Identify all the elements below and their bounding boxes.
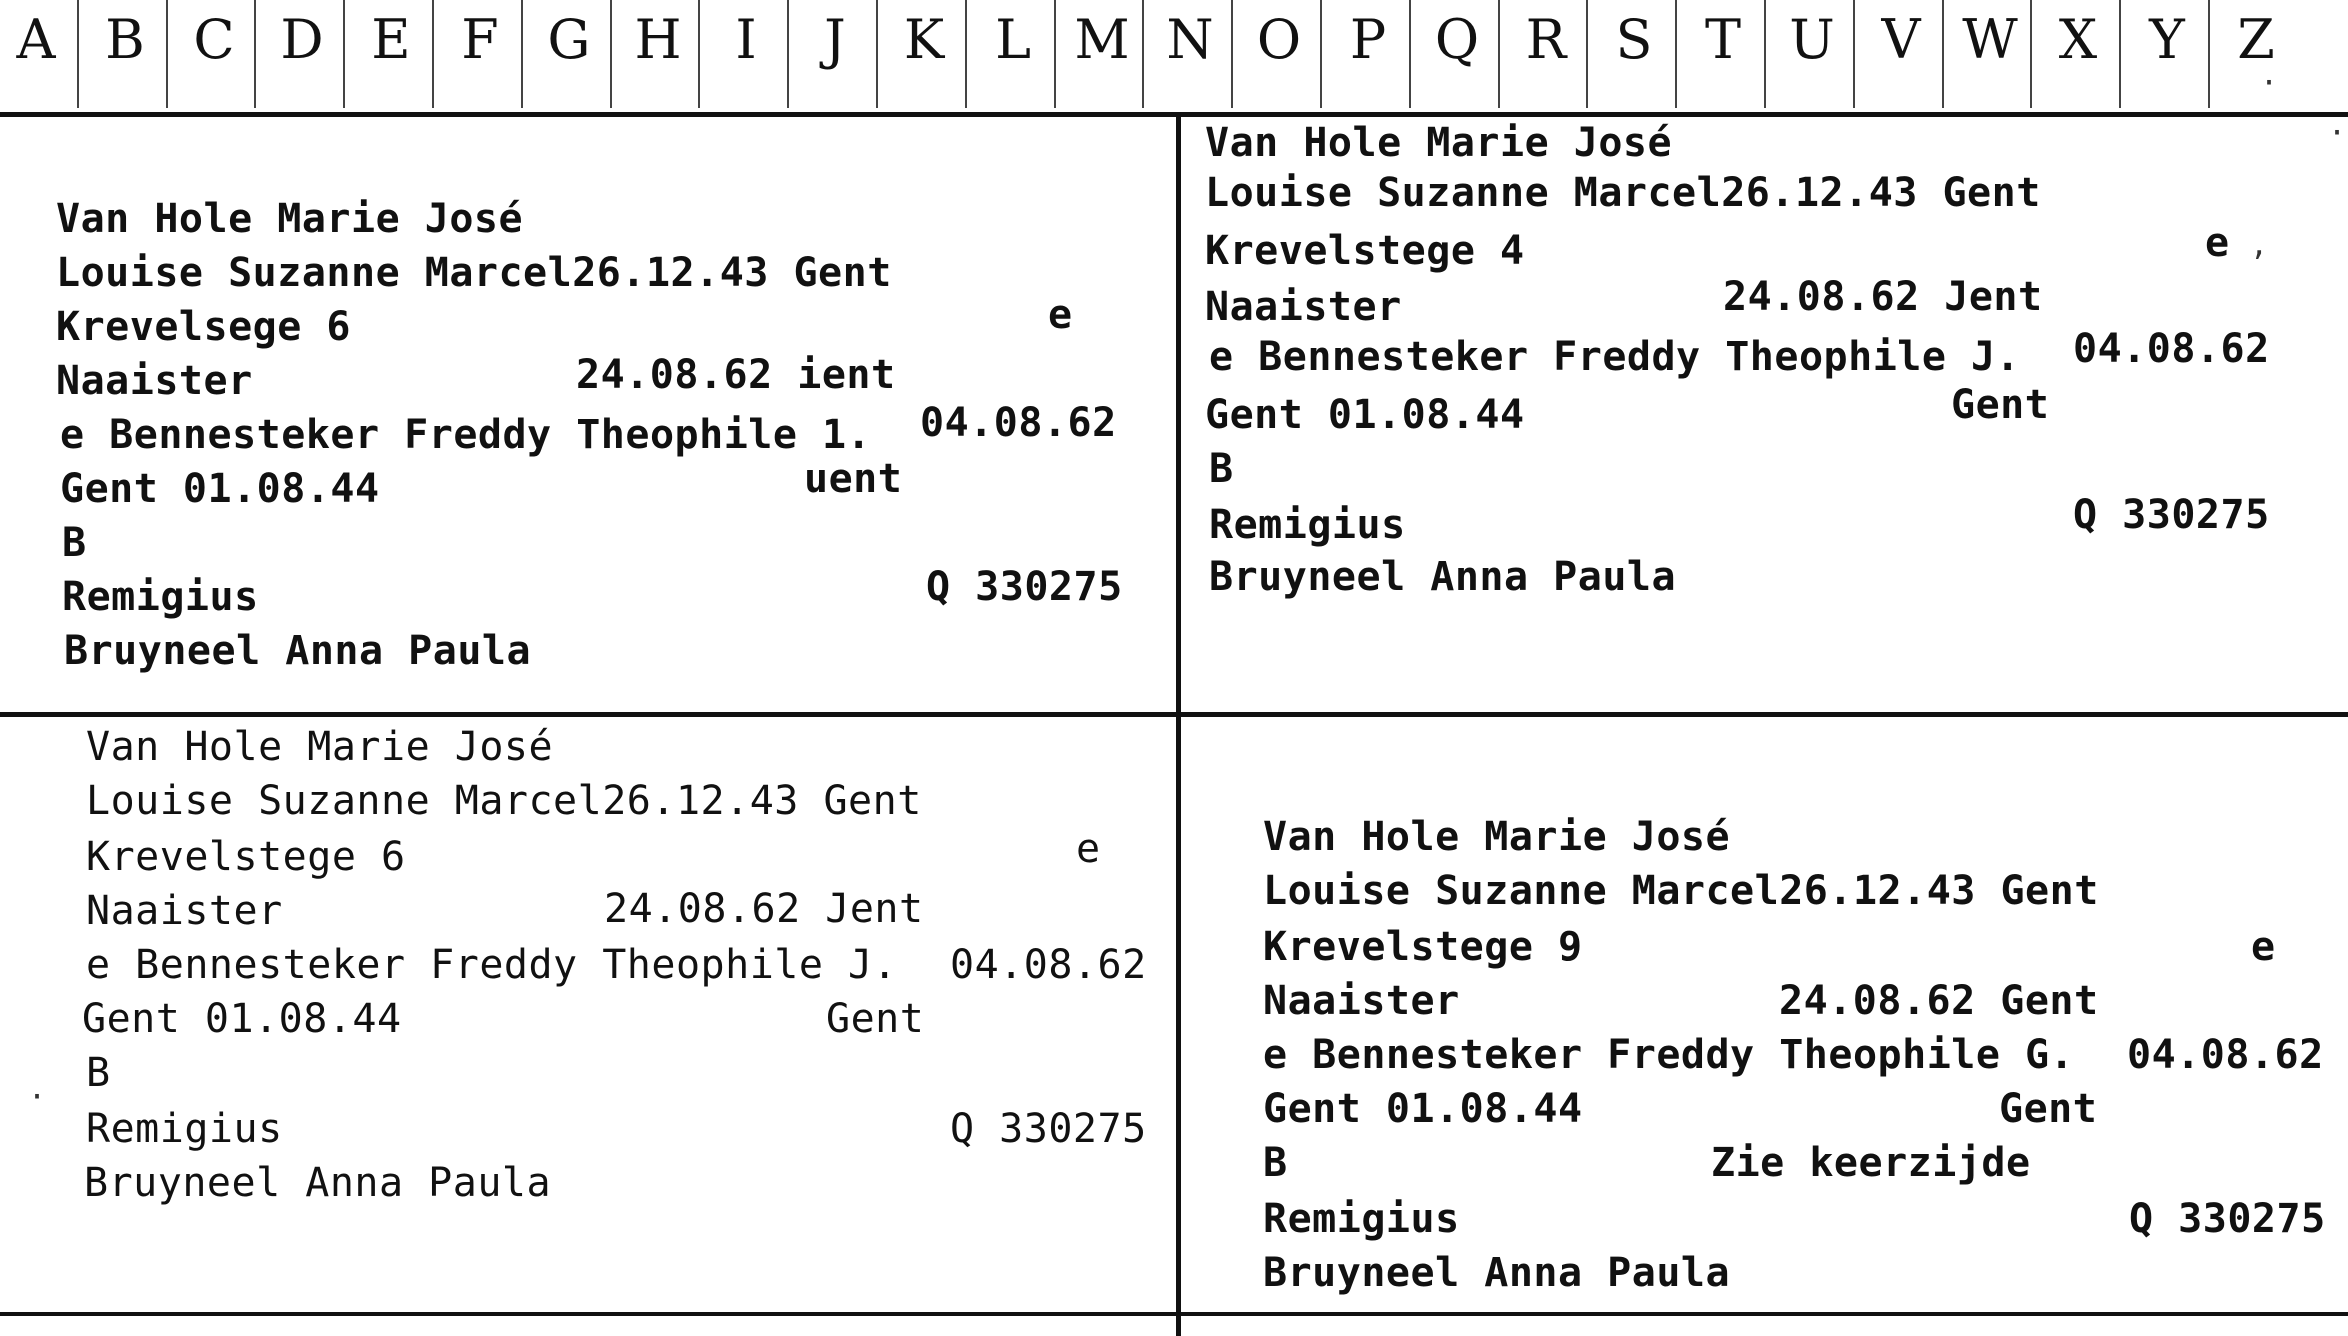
card-mother: Bruyneel Anna Paula (84, 1160, 552, 1206)
card-spouse-date: 04.08.62 (2127, 1032, 2324, 1078)
alphabet-letter-q: Q (1434, 8, 1480, 71)
alphabet-divider (343, 0, 345, 108)
alphabet-divider (2030, 0, 2032, 108)
card-birth-place: Gent (1999, 1086, 2098, 1132)
alphabet-index-row (0, 0, 2348, 110)
alphabet-divider (965, 0, 967, 108)
scan-speck: · (2328, 116, 2347, 151)
card-address: Krevelsege 6 (56, 304, 351, 350)
card-profession: Naaister (1205, 284, 1402, 330)
card-mother: Bruyneel Anna Paula (1263, 1250, 1731, 1296)
card-birth: Gent 01.08.44 (82, 996, 402, 1042)
record-card-4 (1181, 717, 2348, 1312)
alphabet-letter-j: J (824, 8, 846, 71)
alphabet-letter-t: T (1704, 8, 1742, 71)
alphabet-letter-h: H (634, 8, 682, 71)
alphabet-divider (1586, 0, 1588, 108)
alphabet-divider (432, 0, 434, 108)
card-birth-place: uent (804, 456, 903, 502)
alphabet-letter-l: L (995, 8, 1031, 71)
alphabet-letter-w: W (1962, 8, 2018, 71)
alphabet-divider (698, 0, 700, 108)
card-spouse-date: 04.08.62 (950, 942, 1147, 988)
scan-speck: · (2260, 66, 2279, 101)
card-mother: Bruyneel Anna Paula (1209, 554, 1677, 600)
alphabet-letter-m: M (1074, 8, 1130, 71)
alphabet-letter-u: U (1789, 8, 1835, 71)
alphabet-divider (1853, 0, 1855, 108)
card-birth-place: Gent (826, 996, 925, 1042)
alphabet-letter-o: O (1256, 8, 1302, 71)
alphabet-letter-e: E (371, 8, 411, 71)
card-given-names: Louise Suzanne Marcel26.12.43 Gent (1263, 868, 2099, 914)
card-ref-number: Q 330275 (950, 1106, 1147, 1152)
card-profession: Naaister (1263, 978, 1460, 1024)
alphabet-divider (521, 0, 523, 108)
alphabet-divider (1764, 0, 1766, 108)
card-given-names: Louise Suzanne Marcel26.12.43 Gent (56, 250, 892, 296)
card-birth: Gent 01.08.44 (60, 466, 380, 512)
card-mark: e (1076, 826, 1101, 872)
card-date-place: 24.08.62 Jent (1723, 274, 2043, 320)
card-address: Krevelstege 6 (86, 834, 406, 880)
card-mark: e (1048, 292, 1073, 338)
card-address: Krevelstege 4 (1205, 228, 1525, 274)
card-name: Van Hole Marie José (1205, 120, 1673, 166)
alphabet-letter-d: D (280, 8, 324, 71)
card-given-names: Louise Suzanne Marcel26.12.43 Gent (86, 778, 922, 824)
card-birth: Gent 01.08.44 (1205, 392, 1525, 438)
card-b-mark: B (1209, 446, 1234, 492)
record-card-1 (0, 117, 1176, 712)
scan-speck: , (2250, 228, 2269, 263)
card-name: Van Hole Marie José (1263, 814, 1731, 860)
card-mark: e (2205, 220, 2230, 266)
card-date-place: 24.08.62 Gent (1779, 978, 2099, 1024)
alphabet-letter-z: Z (2237, 8, 2275, 71)
scan-speck: · (28, 1080, 47, 1115)
alphabet-divider (1320, 0, 1322, 108)
alphabet-letter-b: B (105, 8, 145, 71)
alphabet-letter-g: G (547, 8, 591, 71)
alphabet-letter-s: S (1615, 8, 1653, 71)
alphabet-letter-n: N (1166, 8, 1214, 71)
card-spouse: e Bennesteker Freddy Theophile G. (1263, 1032, 2075, 1078)
alphabet-divider (1142, 0, 1144, 108)
alphabet-divider (2119, 0, 2121, 108)
card-date-place: 24.08.62 Jent (604, 886, 924, 932)
card-father: Remigius (1263, 1196, 1460, 1242)
card-given-names: Louise Suzanne Marcel26.12.43 Gent (1205, 170, 2041, 216)
card-father: Remigius (1209, 502, 1406, 548)
alphabet-letter-y: Y (2149, 8, 2185, 71)
card-mark: e (2251, 924, 2276, 970)
alphabet-letter-r: R (1525, 8, 1567, 71)
alphabet-letter-v: V (1881, 8, 1921, 71)
alphabet-letter-f: F (461, 8, 499, 71)
alphabet-divider (166, 0, 168, 108)
card-keerzijde-note: Zie keerzijde (1711, 1140, 2031, 1186)
alphabet-divider (1231, 0, 1233, 108)
record-card-2 (1181, 117, 2348, 712)
card-profession: Naaister (86, 888, 283, 934)
card-birth: Gent 01.08.44 (1263, 1086, 1583, 1132)
card-profession: Naaister (56, 358, 253, 404)
card-b-mark: B (86, 1050, 111, 1096)
card-spouse-date: 04.08.62 (920, 400, 1117, 446)
card-ref-number: Q 330275 (2073, 492, 2270, 538)
alphabet-letter-p: P (1349, 8, 1387, 71)
record-card-3 (0, 717, 1176, 1312)
card-name: Van Hole Marie José (56, 196, 524, 242)
alphabet-divider (1498, 0, 1500, 108)
alphabet-letter-i: I (735, 8, 757, 71)
alphabet-divider (787, 0, 789, 108)
card-address: Krevelstege 9 (1263, 924, 1583, 970)
card-father: Remigius (86, 1106, 283, 1152)
card-name: Van Hole Marie José (86, 724, 554, 770)
alphabet-divider (876, 0, 878, 108)
card-mother: Bruyneel Anna Paula (64, 628, 532, 674)
alphabet-letter-c: C (193, 8, 235, 71)
alphabet-divider (254, 0, 256, 108)
alphabet-divider (1054, 0, 1056, 108)
card-spouse: e Bennesteker Freddy Theophile J. (86, 942, 898, 988)
alphabet-divider (2208, 0, 2210, 108)
card-b-mark: B (1263, 1140, 1288, 1186)
alphabet-divider (1942, 0, 1944, 108)
alphabet-letter-x: X (2058, 8, 2098, 71)
card-spouse: e Bennesteker Freddy Theophile 1. (60, 412, 872, 458)
card-spouse-date: 04.08.62 (2073, 326, 2270, 372)
card-spouse: e Bennesteker Freddy Theophile J. (1209, 334, 2021, 380)
card-ref-number: Q 330275 (2129, 1196, 2326, 1242)
alphabet-divider (1409, 0, 1411, 108)
card-father: Remigius (62, 574, 259, 620)
alphabet-divider (1675, 0, 1677, 108)
alphabet-letter-a: A (16, 8, 56, 71)
card-b-mark: B (62, 520, 87, 566)
card-ref-number: Q 330275 (926, 564, 1123, 610)
card-date-place: 24.08.62 ient (576, 352, 896, 398)
alphabet-divider (610, 0, 612, 108)
bottom-rule (0, 1312, 2348, 1316)
card-birth-place: Gent (1951, 382, 2050, 428)
alphabet-divider (77, 0, 79, 108)
alphabet-letter-k: K (903, 8, 945, 71)
